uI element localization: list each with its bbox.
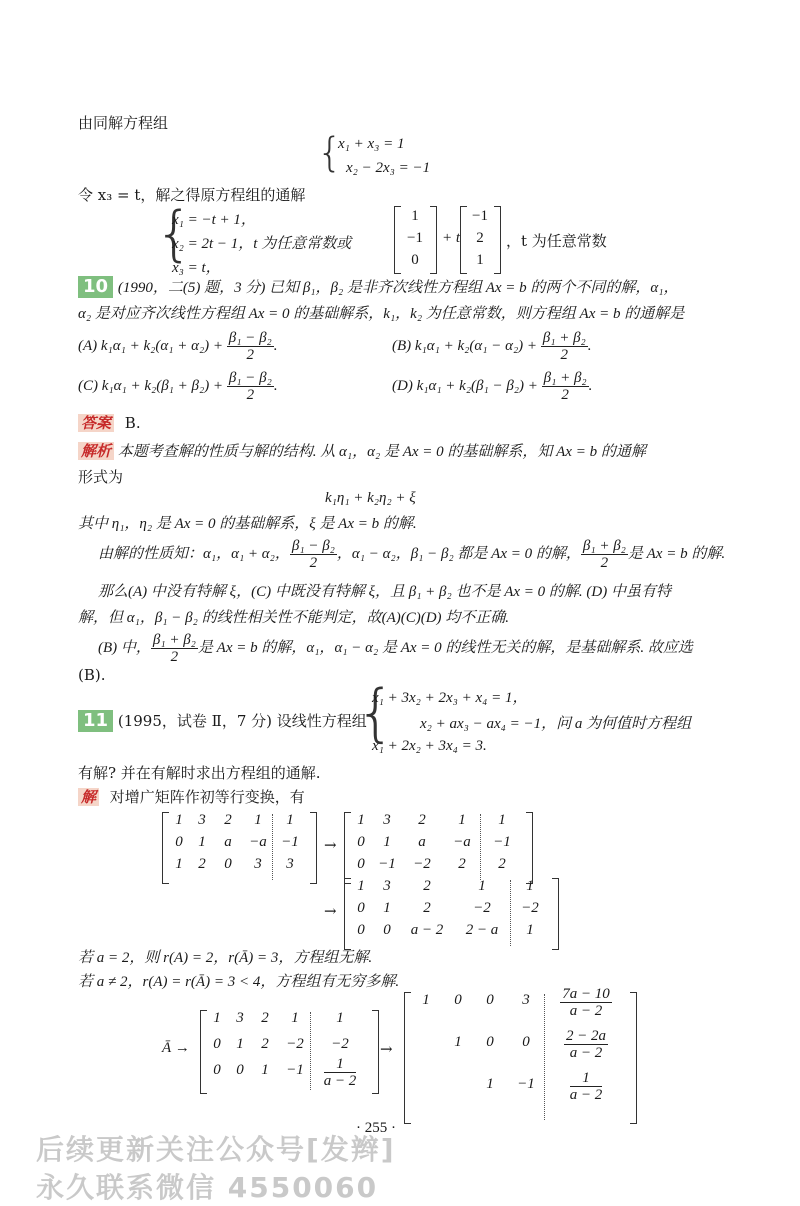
frac-num: β₁ + β₂ xyxy=(152,632,196,648)
matrix-cell: −2 xyxy=(473,900,491,916)
augment-separator xyxy=(310,1012,311,1090)
matrix-cell: 3 xyxy=(198,812,206,828)
matrix-cell: 1 xyxy=(526,922,534,938)
q10-option-c xyxy=(78,370,278,403)
arrow-1: → xyxy=(324,836,337,854)
matrix-cell: 3 xyxy=(383,878,391,894)
matrix-left-bracket xyxy=(404,992,411,1124)
q11-stem-a: (1995，试卷 Ⅱ，7 分) 设线性方程组 xyxy=(117,712,367,730)
matrix-right-bracket xyxy=(310,812,317,884)
gen-brace: { xyxy=(155,199,194,269)
option-a-frac xyxy=(227,330,274,363)
analysis-line4-frac2 xyxy=(581,538,628,571)
case1-text: 若 a = 2，则 r(A) = 2，r(Ā) = 3，方程组无解. xyxy=(78,950,373,966)
frac-num: 7a − 10 xyxy=(562,986,610,1002)
matrix-cell: 2 xyxy=(198,856,206,872)
abar-arrow: Ā → xyxy=(162,1040,190,1056)
q11-eq1: x₁ + 3x₂ + 2x₃ + x₄ = 1， xyxy=(372,690,528,706)
plus-t: + t xyxy=(442,230,461,246)
matrix-cell: 0 xyxy=(357,900,365,916)
answer-value: B. xyxy=(124,414,141,432)
matrix-cell: −1 xyxy=(378,856,396,872)
frac-den: a − 2 xyxy=(323,1073,357,1089)
matrix-cell: a xyxy=(224,834,232,850)
matrix-cell: 2 xyxy=(423,900,431,916)
q10-option-a xyxy=(78,330,278,363)
frac-den: 2 xyxy=(309,555,318,571)
analysis-line4-frac xyxy=(290,538,337,571)
vec2-cell: 2 xyxy=(476,230,484,246)
matrix-cell: 1 xyxy=(357,812,365,828)
q11-eq2: x₂ + ax₃ − ax₄ = −1，问 a 为何值时方程组 xyxy=(420,716,692,732)
matrix-cell: 0 xyxy=(486,992,494,1008)
matrix-cell: 1 xyxy=(458,812,466,828)
solution-intro: 对增广矩阵作初等行变换，有 xyxy=(109,788,305,806)
option-d-period: . xyxy=(588,377,593,394)
analysis-line4-b: ，α₁ − α₂，β₁ − β₂ 都是 Ax = 0 的解， xyxy=(336,545,581,562)
let-line: 令 x₃ = t，解之得原方程组的通解 xyxy=(78,186,306,204)
arrow-2: → xyxy=(324,902,337,920)
option-c-period: . xyxy=(273,377,278,394)
matrix-cell: 3 xyxy=(286,856,294,872)
matrix-cell: 2 xyxy=(418,812,426,828)
matrix-cell: 3 xyxy=(236,1010,244,1026)
matrix-cell xyxy=(546,1028,626,1061)
matrix-cell xyxy=(312,1056,368,1089)
frac xyxy=(324,1056,357,1089)
frac xyxy=(564,1028,608,1061)
answer-row xyxy=(78,412,141,433)
matrix-cell: a xyxy=(418,834,426,850)
analysis-line3: 其中 η₁，η₂ 是 Ax = 0 的基础解系，ξ 是 Ax = b 的解. xyxy=(78,516,417,532)
frac-num: 2 − 2a xyxy=(565,1028,607,1044)
matrix-cell: −2 xyxy=(331,1036,349,1052)
matrix-cell: 2 − a xyxy=(465,922,499,938)
frac-den: 2 xyxy=(246,347,255,363)
matrix-cell: 1 xyxy=(286,812,294,828)
augment-separator xyxy=(480,814,481,880)
matrix-cell: −1 xyxy=(286,1062,304,1078)
matrix-cell: 1 xyxy=(357,878,365,894)
analysis-line2: 形式为 xyxy=(78,468,124,486)
q10-stem-line2: α₂ 是对应齐次线性方程组 Ax = 0 的基础解系，k₁，k₂ 为任意常数，则方程组 Ax = b 的通解是 xyxy=(78,306,685,322)
frac-den: 2 xyxy=(170,649,179,665)
analysis-line4 xyxy=(98,538,725,571)
matrix-cell: −a xyxy=(249,834,267,850)
matrix-cell: 0 xyxy=(357,922,365,938)
answer-label: 答案 xyxy=(78,414,114,432)
frac-num: β₁ − β₂ xyxy=(228,330,272,346)
augment-separator xyxy=(510,880,511,946)
matrix-cell: −1 xyxy=(517,1076,535,1092)
matrix-cell: 0 xyxy=(357,856,365,872)
frac-num: 1 xyxy=(324,1056,357,1073)
matrix-cell: 1 xyxy=(213,1010,221,1026)
matrix-cell: −2 xyxy=(413,856,431,872)
augment-separator xyxy=(544,994,545,1120)
matrix-right-bracket xyxy=(630,992,637,1124)
matrix-cell: 0 xyxy=(213,1062,221,1078)
vec2-cell: −1 xyxy=(472,208,488,224)
matrix-cell: 0 xyxy=(175,834,183,850)
matrix-right-bracket xyxy=(526,812,533,884)
vec1-right-bracket xyxy=(430,206,437,274)
option-b-period: . xyxy=(587,337,592,354)
q10-option-b xyxy=(392,330,592,363)
analysis-line7-b: 是 Ax = b 的解，α₁，α₁ − α₂ 是 Ax = 0 的线性无关的解，是基础解系. 故应选 xyxy=(197,639,693,656)
analysis-line6: 解，但 α₁，β₁ − β₂ 的线性相关性不能判定，故(A)(C)(D) 均不正确. xyxy=(78,610,510,626)
intro-text: 由同解方程组 xyxy=(78,114,169,132)
matrix-cell: 2 xyxy=(498,856,506,872)
frac xyxy=(570,1070,603,1103)
frac-num: β₁ − β₂ xyxy=(228,370,272,386)
q11-stem-b: 有解? 并在有解时求出方程组的通解. xyxy=(78,764,321,782)
option-c-text: (C) k₁α₁ + k₂(β₁ + β₂) + xyxy=(78,377,224,394)
matrix-cell: −2 xyxy=(286,1036,304,1052)
frac-num: β₁ + β₂ xyxy=(582,538,626,554)
matrix-cell: 1 xyxy=(383,834,391,850)
option-b-frac xyxy=(541,330,588,363)
vec1-cell: −1 xyxy=(407,230,423,246)
gen-line2: x₂ = 2t − 1，t 为任意常数或 xyxy=(172,236,352,252)
case2-text: 若 a ≠ 2，r(A) = r(Ā) = 3 < 4，方程组有无穷多解. xyxy=(78,974,400,990)
matrix-cell: 1 xyxy=(486,1076,494,1092)
matrix-cell: 1 xyxy=(526,878,534,894)
matrix-cell: 0 xyxy=(357,834,365,850)
frac-den: 2 xyxy=(561,387,569,403)
matrix-cell: −2 xyxy=(521,900,539,916)
q10-stem-line1: (1990，二(5) 题，3 分) 已知 β₁，β₂ 是非齐次线性方程组 Ax = b 的两个不同的解，α₁， xyxy=(117,280,679,296)
matrix-cell: 2 xyxy=(261,1010,269,1026)
vec2-cell: 1 xyxy=(476,252,484,268)
vec1-cell: 1 xyxy=(411,208,419,224)
matrix-right-bracket xyxy=(372,1010,379,1094)
matrix-cell: −a xyxy=(453,834,471,850)
matrix-cell: −1 xyxy=(281,834,299,850)
matrix-cell: 1 xyxy=(383,900,391,916)
matrix-right-bracket xyxy=(552,878,559,950)
watermark-line1: 后续更新关注公众号[发辫] xyxy=(36,1133,396,1166)
option-a-text: (A) k₁α₁ + k₂(α₁ + α₂) + xyxy=(78,337,224,354)
frac-den: 2 xyxy=(560,347,569,363)
vec1-cell: 0 xyxy=(411,252,419,268)
q11-eq3: x₁ + 2x₂ + 3x₄ = 3. xyxy=(372,738,487,754)
option-d-text: (D) k₁α₁ + k₂(β₁ − β₂) + xyxy=(392,377,538,394)
q10-line1 xyxy=(78,276,678,298)
option-b-text: (B) k₁α₁ + k₂(α₁ − α₂) + xyxy=(392,337,538,354)
frac-den: a − 2 xyxy=(569,1045,603,1061)
matrix-cell: 3 xyxy=(254,856,262,872)
analysis-line4-c: 是 Ax = b 的解. xyxy=(627,545,726,562)
watermark-line2: 永久联系微信 4550060 xyxy=(36,1171,379,1204)
matrix-cell: 2 xyxy=(224,812,232,828)
frac-num: β₁ + β₂ xyxy=(542,330,586,346)
matrix-cell: 2 xyxy=(261,1036,269,1052)
analysis-line7-a: (B) 中， xyxy=(98,639,151,656)
matrix-cell: 1 xyxy=(478,878,486,894)
option-a-period: . xyxy=(273,337,278,354)
analysis-line1 xyxy=(78,440,646,461)
matrix-cell: 0 xyxy=(383,922,391,938)
analysis-text1: 本题考查解的性质与解的结构. 从 α₁，α₂ 是 Ax = 0 的基础解系，知 Ax = b 的通解 xyxy=(117,444,646,460)
q11-number: 11 xyxy=(78,710,113,732)
matrix-cell: 1 xyxy=(236,1036,244,1052)
frac-den: a − 2 xyxy=(569,1087,603,1103)
matrix-cell: 0 xyxy=(213,1036,221,1052)
matrix-cell: 0 xyxy=(486,1034,494,1050)
frac-den: a − 2 xyxy=(569,1003,603,1019)
q11-head xyxy=(78,710,367,732)
matrix-cell: 2 xyxy=(458,856,466,872)
frac-num: 1 xyxy=(570,1070,603,1087)
option-c-frac xyxy=(227,370,274,403)
matrix-cell: 3 xyxy=(383,812,391,828)
matrix-cell: 1 xyxy=(498,812,506,828)
analysis-label: 解析 xyxy=(78,442,114,460)
solution-label: 解 xyxy=(78,788,99,806)
matrix-cell: 3 xyxy=(522,992,530,1008)
frac xyxy=(560,986,612,1019)
analysis-line8: (B). xyxy=(78,666,106,684)
matrix-cell: 2 xyxy=(423,878,431,894)
frac-num: β₁ + β₂ xyxy=(543,370,587,386)
frac-den: 2 xyxy=(246,387,255,403)
analysis-line7 xyxy=(98,632,693,665)
matrix-cell: 1 xyxy=(291,1010,299,1026)
vec2-right-bracket xyxy=(494,206,501,274)
matrix-cell: 0 xyxy=(236,1062,244,1078)
matrix-cell: 0 xyxy=(454,992,462,1008)
q10-number: 10 xyxy=(78,276,113,298)
matrix-cell: 1 xyxy=(422,992,430,1008)
matrix-cell: 0 xyxy=(522,1034,530,1050)
matrix-cell: 1 xyxy=(336,1010,344,1026)
matrix-cell: a − 2 xyxy=(410,922,444,938)
system1-eq1: x₁ + x₃ = 1 xyxy=(338,136,405,152)
matrix-cell xyxy=(546,986,626,1019)
option-d-frac xyxy=(542,370,589,403)
arrow-3: → xyxy=(380,1040,393,1058)
matrix-cell: −1 xyxy=(493,834,511,850)
gen-line3: x₃ = t， xyxy=(172,260,221,276)
frac-den: 2 xyxy=(600,555,609,571)
analysis-formula: k₁η₁ + k₂η₂ + ξ xyxy=(325,490,416,506)
matrix-cell: 1 xyxy=(175,856,183,872)
matrix-cell xyxy=(546,1070,626,1103)
matrix-cell: 1 xyxy=(175,812,183,828)
frac-num: β₁ − β₂ xyxy=(291,538,335,554)
analysis-line5: 那么(A) 中没有特解 ξ，(C) 中既没有特解 ξ，且 β₁ + β₂ 也不是 Ax = 0 的解. (D) 中虽有特 xyxy=(98,584,672,600)
gen-tail: ，t 为任意常数 xyxy=(506,232,607,250)
matrix-cell: 1 xyxy=(454,1034,462,1050)
matrix-cell: 1 xyxy=(254,812,262,828)
augment-separator xyxy=(272,814,273,880)
solution-head xyxy=(78,786,305,807)
system1-brace: { xyxy=(317,130,343,176)
q11-brace: { xyxy=(356,676,396,749)
q10-option-d xyxy=(392,370,592,403)
gen-line1: x₁ = −t + 1， xyxy=(172,212,256,228)
analysis-line4-a: 由解的性质知：α₁，α₁ + α₂， xyxy=(98,545,290,562)
page-number: · 255 · xyxy=(356,1120,396,1136)
matrix-cell: 1 xyxy=(198,834,206,850)
analysis-line7-frac xyxy=(151,632,198,665)
system1-eq2: x₂ − 2x₃ = −1 xyxy=(346,160,431,176)
matrix-cell: 1 xyxy=(261,1062,269,1078)
matrix-cell: 0 xyxy=(224,856,232,872)
